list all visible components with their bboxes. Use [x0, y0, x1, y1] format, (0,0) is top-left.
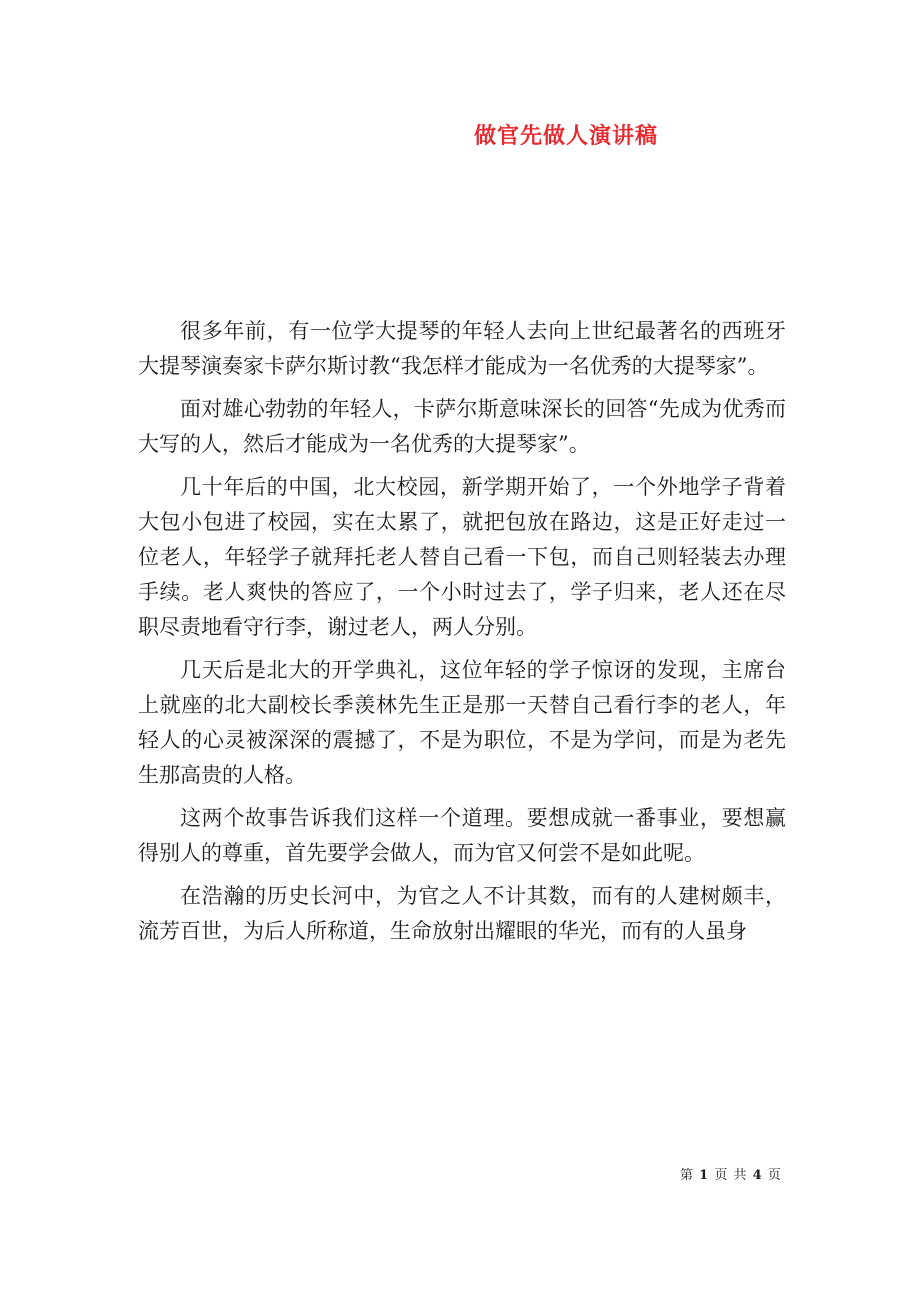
- current-page-number: 1: [699, 1168, 710, 1183]
- paragraph-6: 在浩瀚的历史长河中，为官之人不计其数，而有的人建树颇丰，流芳百世，为后人所称道，生命放射出耀眼的华光，而有的人虽身: [138, 884, 786, 943]
- footer-prefix: 第: [680, 1168, 695, 1183]
- paragraph-2: 面对雄心勃勃的年轻人，卡萨尔斯意味深长的回答“先成为优秀而大写的人，然后才能成为一名优秀的大提琴家”。: [138, 397, 786, 456]
- total-pages-number: 4: [752, 1168, 763, 1183]
- page-title: 做官先做人演讲稿: [474, 123, 659, 149]
- paragraph-5: 这两个故事告诉我们这样一个道理。要想成就一番事业，要想赢得别人的尊重，首先要学会做人，而为官又何尝不是如此呢。: [138, 806, 786, 865]
- paragraph-1: 很多年前，有一位学大提琴的年轻人去向上世纪最著名的西班牙大提琴演奏家卡萨尔斯讨教“我怎样才能成为一名优秀的大提琴家”。: [138, 319, 786, 378]
- page-footer: [680, 1164, 782, 1183]
- footer-middle: 页 共: [714, 1168, 748, 1183]
- body-text: [138, 314, 786, 949]
- paragraph-4: 几天后是北大的开学典礼，这位年轻的学子惊讶的发现，主席台上就座的北大副校长季羡林先生正是那一天替自己看行李的老人，年轻人的心灵被深深的震撼了，不是为职位，不是为学问，而是为老先生那高贵的人格。: [138, 658, 786, 787]
- footer-suffix: 页: [767, 1168, 782, 1183]
- paragraph-3: 几十年后的中国，北大校园，新学期开始了，一个外地学子背着大包小包进了校园，实在太累了，就把包放在路边，这是正好走过一位老人，年轻学子就拜托老人替自己看一下包，而自己则轻装去办理手续。老人爽快的答应了，一个小时过去了，学子归来，老人还在尽职尽责地看守行李，谢过老人，两人分别。: [138, 475, 786, 639]
